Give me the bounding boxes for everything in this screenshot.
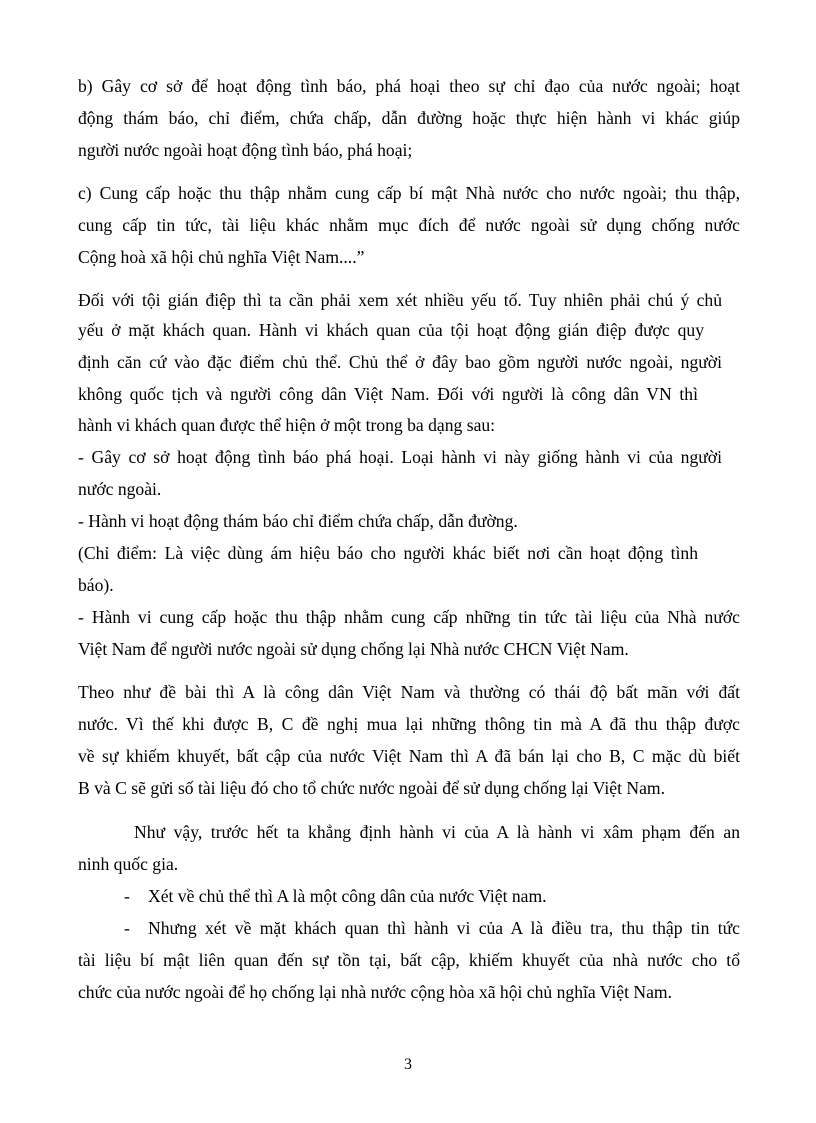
conclusion-bullet-1-marker: - — [124, 886, 130, 906]
conclusion-line-2: ninh quốc gia. — [78, 854, 179, 874]
conclusion-bullet-2-marker: - — [124, 918, 130, 938]
analysis-note-line-2: báo). — [78, 575, 114, 595]
conclusion-line-1: Như vậy, trước hết ta khẳng định hành vi của A là hành vi xâm phạm đến an — [134, 822, 740, 842]
case-line-4: B và C sẽ gửi số tài liệu đó cho tổ chức nước ngoài để sử dụng chống lại Việt Nam. — [78, 778, 665, 798]
analysis-bullet-1-line-2: nước ngoài. — [78, 479, 162, 499]
conclusion-bullet-2-line-3: chức của nước ngoài để họ chống lại nhà nước cộng hòa xã hội chủ nghĩa Việt Nam. — [78, 982, 672, 1002]
analysis-note-line-1: (Chỉ điểm: Là việc dùng ám hiệu báo cho người khác biết nơi cần hoạt động tình — [78, 543, 698, 563]
para-c-line-1: c) Cung cấp hoặc thu thập nhằm cung cấp bí mật Nhà nước cho nước ngoài; thu thập, — [78, 183, 740, 203]
analysis-line-4: không quốc tịch và người công dân Việt Nam. Đối với người là công dân VN thì — [78, 384, 698, 404]
analysis-bullet-3-line-2: Việt Nam để người nước ngoài sử dụng chống lại Nhà nước CHCN Việt Nam. — [78, 639, 629, 659]
analysis-line-3: định căn cứ vào đặc điểm chủ thể. Chủ thể ở đây bao gồm người nước ngoài, người — [78, 352, 722, 372]
case-line-2: nước. Vì thế khi được B, C đề nghị mua lại những thông tin mà A đã thu thập được — [78, 714, 740, 734]
conclusion-bullet-2-line-1: Nhưng xét về mặt khách quan thì hành vi của A là điều tra, thu thập tin tức — [148, 918, 740, 938]
case-line-3: về sự khiếm khuyết, bất cập của nước Việt Nam thì A đã bán lại cho B, C mặc dù biết — [78, 746, 740, 766]
analysis-bullet-3-line-1: - Hành vi cung cấp hoặc thu thập nhằm cung cấp những tin tức tài liệu của Nhà nước — [78, 607, 740, 627]
analysis-line-1: Đối với tội gián điệp thì ta cần phải xem xét nhiều yếu tố. Tuy nhiên phải chú ý chủ — [78, 290, 722, 310]
para-b-line-2: động thám báo, chỉ điểm, chứa chấp, dẫn đường hoặc thực hiện hành vi khác giúp — [78, 108, 740, 128]
conclusion-bullet-1: Xét về chủ thể thì A là một công dân của nước Việt nam. — [148, 886, 547, 906]
para-c-line-2: cung cấp tin tức, tài liệu khác nhằm mục đích để nước ngoài sử dụng chống nước — [78, 215, 740, 235]
page-number: 3 — [404, 1056, 412, 1073]
analysis-line-2: yếu ở mặt khách quan. Hành vi khách quan của tội hoạt động gián điệp được quy — [78, 320, 704, 340]
analysis-bullet-2: - Hành vi hoạt động thám báo chỉ điểm chứa chấp, dẫn đường. — [78, 511, 518, 531]
para-c-line-3: Cộng hoà xã hội chủ nghĩa Việt Nam....” — [78, 247, 365, 267]
para-b-line-3: người nước ngoài hoạt động tình báo, phá hoại; — [78, 140, 413, 160]
para-b-line-1: b) Gây cơ sở để hoạt động tình báo, phá hoại theo sự chỉ đạo của nước ngoài; hoạt — [78, 76, 740, 96]
conclusion-bullet-2-line-2: tài liệu bí mật liên quan đến sự tồn tại, bất cập, khiếm khuyết của nhà nước cho tổ — [78, 950, 740, 970]
analysis-line-5: hành vi khách quan được thể hiện ở một trong ba dạng sau: — [78, 415, 496, 435]
case-line-1: Theo như đề bài thì A là công dân Việt Nam và thường có thái độ bất mãn với đất — [78, 682, 740, 702]
analysis-bullet-1-line-1: - Gây cơ sở hoạt động tình báo phá hoại. Loại hành vi này giống hành vi của người — [78, 447, 722, 467]
